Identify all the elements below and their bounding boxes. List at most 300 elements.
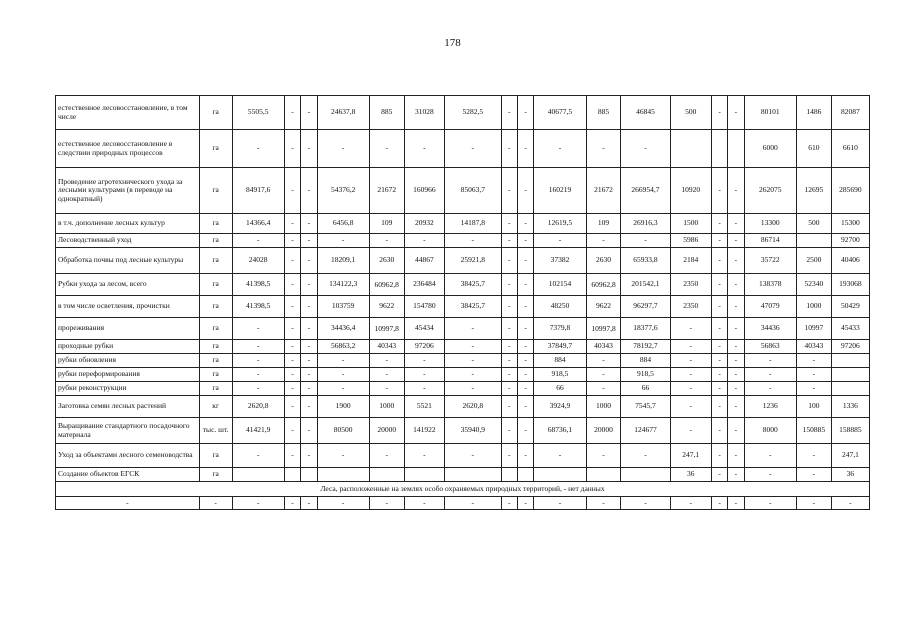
table-cell: - bbox=[317, 234, 369, 248]
table-row bbox=[56, 318, 870, 340]
table-cell: 134122,3 bbox=[317, 274, 369, 296]
table-cell: - bbox=[444, 368, 501, 382]
table-cell: - bbox=[284, 340, 300, 354]
table-cell: 37382 bbox=[534, 248, 586, 274]
table-cell: - bbox=[404, 368, 444, 382]
row-unit: га bbox=[199, 444, 232, 468]
table-cell: - bbox=[586, 382, 621, 396]
table-cell: 65933,8 bbox=[621, 248, 670, 274]
table-cell: - bbox=[728, 418, 744, 444]
table-cell bbox=[831, 368, 869, 382]
table-cell: - bbox=[728, 340, 744, 354]
table-cell: 21672 bbox=[586, 168, 621, 214]
row-unit: га bbox=[199, 96, 232, 130]
row-name: Обработка почвы под лесные культуры bbox=[56, 248, 200, 274]
table-cell: - bbox=[501, 396, 517, 418]
table-cell: 884 bbox=[534, 354, 586, 368]
row-unit: га bbox=[199, 296, 232, 318]
table-cell: - bbox=[301, 340, 317, 354]
table-cell bbox=[621, 468, 670, 482]
table-cell: - bbox=[517, 354, 533, 368]
table-cell: 1000 bbox=[796, 296, 831, 318]
table-cell: 48250 bbox=[534, 296, 586, 318]
table-cell: - bbox=[284, 96, 300, 130]
table-cell: 5986 bbox=[670, 234, 711, 248]
table-cell: 1500 bbox=[670, 214, 711, 234]
table-cell: - bbox=[711, 214, 727, 234]
table-cell bbox=[728, 130, 744, 168]
table-cell: 884 bbox=[621, 354, 670, 368]
table-cell: 40343 bbox=[796, 340, 831, 354]
table-cell: - bbox=[621, 497, 670, 510]
table-row bbox=[56, 396, 870, 418]
table-cell: - bbox=[728, 296, 744, 318]
table-cell: 3924,9 bbox=[534, 396, 586, 418]
table-cell: - bbox=[517, 368, 533, 382]
table-cell: 1000 bbox=[586, 396, 621, 418]
table-cell: 1336 bbox=[831, 396, 869, 418]
table-cell: - bbox=[621, 234, 670, 248]
table-cell: - bbox=[369, 130, 404, 168]
table-cell: 92700 bbox=[831, 234, 869, 248]
table-cell: - bbox=[796, 497, 831, 510]
row-unit: га bbox=[199, 234, 232, 248]
table-cell: 2630 bbox=[586, 248, 621, 274]
table-cell: 124677 bbox=[621, 418, 670, 444]
table-cell: - bbox=[404, 444, 444, 468]
table-row bbox=[56, 418, 870, 444]
table-cell: - bbox=[586, 368, 621, 382]
table-cell: 35940,9 bbox=[444, 418, 501, 444]
table-cell: 82087 bbox=[831, 96, 869, 130]
table-cell: 154780 bbox=[404, 296, 444, 318]
table-cell bbox=[796, 234, 831, 248]
table-cell: - bbox=[444, 340, 501, 354]
table-cell: - bbox=[534, 130, 586, 168]
table-row bbox=[56, 468, 870, 482]
table-cell: 14366,4 bbox=[232, 214, 284, 234]
table-cell: - bbox=[284, 130, 300, 168]
table-cell: - bbox=[728, 96, 744, 130]
table-row bbox=[56, 444, 870, 468]
table-row bbox=[56, 248, 870, 274]
table-cell: - bbox=[284, 296, 300, 318]
row-name: рубки обновления bbox=[56, 354, 200, 368]
table-cell: - bbox=[711, 96, 727, 130]
table-cell: 918,5 bbox=[621, 368, 670, 382]
table-cell: - bbox=[284, 444, 300, 468]
table-cell bbox=[369, 468, 404, 482]
table-cell: - bbox=[796, 368, 831, 382]
table-cell: - bbox=[284, 396, 300, 418]
row-unit: га bbox=[199, 354, 232, 368]
table-cell: 78192,7 bbox=[621, 340, 670, 354]
table-cell bbox=[534, 468, 586, 482]
table-cell: - bbox=[517, 96, 533, 130]
table-cell: - bbox=[728, 168, 744, 214]
table-cell: - bbox=[517, 340, 533, 354]
table-cell: - bbox=[517, 418, 533, 444]
row-name: Проведение агротехнического ухода за лесными культурами (в переводе на однократный) bbox=[56, 168, 200, 214]
table-cell: - bbox=[796, 444, 831, 468]
table-cell: - bbox=[744, 368, 796, 382]
table-cell bbox=[232, 468, 284, 482]
table-cell: 2350 bbox=[670, 296, 711, 318]
table-cell: - bbox=[284, 382, 300, 396]
table-cell: 201542,1 bbox=[621, 274, 670, 296]
table-cell: - bbox=[301, 382, 317, 396]
table-cell: 36 bbox=[831, 468, 869, 482]
table-row bbox=[56, 214, 870, 234]
table-cell: - bbox=[232, 318, 284, 340]
table-cell: - bbox=[728, 274, 744, 296]
table-cell: - bbox=[501, 497, 517, 510]
page-number: 178 bbox=[444, 37, 461, 49]
note-text: Леса, расположенные на землях особо охраняемых природных территорий, - нет данных bbox=[56, 482, 870, 497]
table-cell: - bbox=[586, 354, 621, 368]
table-cell: - bbox=[711, 468, 727, 482]
row-unit: га bbox=[199, 274, 232, 296]
row-name: Уход за объектами лесного семеноводства bbox=[56, 444, 200, 468]
table-row bbox=[56, 382, 870, 396]
table-cell: - bbox=[317, 130, 369, 168]
table-cell: - bbox=[670, 418, 711, 444]
table-cell: 52340 bbox=[796, 274, 831, 296]
table-cell: 40406 bbox=[831, 248, 869, 274]
row-name: Рубки ухода за лесом, всего bbox=[56, 274, 200, 296]
table-cell: 10920 bbox=[670, 168, 711, 214]
table-cell: 44867 bbox=[404, 248, 444, 274]
table-cell: 41398,5 bbox=[232, 274, 284, 296]
table-cell: - bbox=[301, 418, 317, 444]
table-cell: - bbox=[317, 444, 369, 468]
row-name: в т.ч. дополнение лесных культур bbox=[56, 214, 200, 234]
table-cell: 20000 bbox=[369, 418, 404, 444]
table-cell: - bbox=[444, 234, 501, 248]
table-row bbox=[56, 368, 870, 382]
table-cell: 236484 bbox=[404, 274, 444, 296]
table-cell: - bbox=[232, 130, 284, 168]
table-cell: - bbox=[728, 444, 744, 468]
table-cell: - bbox=[711, 368, 727, 382]
table-cell: - bbox=[517, 274, 533, 296]
row-unit: га bbox=[199, 318, 232, 340]
table-cell: 56863 bbox=[744, 340, 796, 354]
forestry-table bbox=[55, 95, 870, 510]
table-cell: - bbox=[501, 248, 517, 274]
table-cell: 2500 bbox=[796, 248, 831, 274]
table-cell: 2620,8 bbox=[444, 396, 501, 418]
table-cell: 60962,8 bbox=[586, 274, 621, 296]
table-cell: 7545,7 bbox=[621, 396, 670, 418]
row-unit: га bbox=[199, 214, 232, 234]
table-cell: 918,5 bbox=[534, 368, 586, 382]
table-cell: - bbox=[744, 354, 796, 368]
table-cell: - bbox=[670, 354, 711, 368]
table-cell: - bbox=[831, 497, 869, 510]
table-cell: - bbox=[501, 354, 517, 368]
row-unit: га bbox=[199, 168, 232, 214]
table-row bbox=[56, 234, 870, 248]
table-cell: - bbox=[501, 296, 517, 318]
table-cell: - bbox=[501, 368, 517, 382]
table-cell: - bbox=[744, 468, 796, 482]
table-cell: 103759 bbox=[317, 296, 369, 318]
table-cell: - bbox=[284, 274, 300, 296]
table-cell: - bbox=[444, 497, 501, 510]
row-unit: тыс. шт. bbox=[199, 418, 232, 444]
table-cell: 80500 bbox=[317, 418, 369, 444]
table-cell: - bbox=[744, 497, 796, 510]
row-name: в том числе осветления, прочистки bbox=[56, 296, 200, 318]
table-cell bbox=[831, 354, 869, 368]
table-cell: 21672 bbox=[369, 168, 404, 214]
table-cell: 24637,8 bbox=[317, 96, 369, 130]
table-cell: - bbox=[744, 444, 796, 468]
table-cell: - bbox=[517, 168, 533, 214]
table-cell: 86714 bbox=[744, 234, 796, 248]
table-cell: - bbox=[369, 234, 404, 248]
table-cell: - bbox=[301, 248, 317, 274]
table-cell: - bbox=[670, 318, 711, 340]
row-name: Заготовка семян лесных растений bbox=[56, 396, 200, 418]
table-cell: 38425,7 bbox=[444, 296, 501, 318]
table-cell: - bbox=[517, 130, 533, 168]
table-cell: 247,1 bbox=[831, 444, 869, 468]
table-cell: - bbox=[670, 396, 711, 418]
table-cell: - bbox=[501, 130, 517, 168]
table-body bbox=[56, 96, 870, 510]
table-cell: 2620,8 bbox=[232, 396, 284, 418]
table-cell: - bbox=[501, 318, 517, 340]
row-unit: га bbox=[199, 368, 232, 382]
table-cell: 10997,8 bbox=[586, 318, 621, 340]
table-cell: - bbox=[284, 368, 300, 382]
table-cell: - bbox=[711, 248, 727, 274]
table-cell: - bbox=[369, 368, 404, 382]
table-cell: 10997,8 bbox=[369, 318, 404, 340]
table-cell: - bbox=[404, 354, 444, 368]
table-cell: 37849,7 bbox=[534, 340, 586, 354]
table-cell: 2630 bbox=[369, 248, 404, 274]
table-cell: 9622 bbox=[586, 296, 621, 318]
table-cell: 160966 bbox=[404, 168, 444, 214]
table-cell: 38425,7 bbox=[444, 274, 501, 296]
table-cell: - bbox=[501, 382, 517, 396]
table-cell: - bbox=[711, 318, 727, 340]
table-cell: - bbox=[232, 340, 284, 354]
table-cell: 141922 bbox=[404, 418, 444, 444]
table-cell: - bbox=[711, 274, 727, 296]
table-cell: 97206 bbox=[404, 340, 444, 354]
table-cell: 14187,8 bbox=[444, 214, 501, 234]
table-cell bbox=[831, 382, 869, 396]
table-cell: - bbox=[517, 444, 533, 468]
table-cell: - bbox=[501, 234, 517, 248]
table-cell: - bbox=[670, 340, 711, 354]
table-cell: 18209,1 bbox=[317, 248, 369, 274]
table-cell: - bbox=[728, 214, 744, 234]
table-cell: - bbox=[586, 234, 621, 248]
table-cell bbox=[317, 468, 369, 482]
table-cell: 109 bbox=[369, 214, 404, 234]
row-unit: га bbox=[199, 130, 232, 168]
table-cell: - bbox=[444, 354, 501, 368]
table-cell: 18377,6 bbox=[621, 318, 670, 340]
table-cell: - bbox=[586, 497, 621, 510]
table-cell: 5282,5 bbox=[444, 96, 501, 130]
table-cell: - bbox=[501, 444, 517, 468]
table-cell: - bbox=[301, 234, 317, 248]
table-cell: 109 bbox=[586, 214, 621, 234]
table-cell: - bbox=[301, 274, 317, 296]
table-row bbox=[56, 96, 870, 130]
table-cell: - bbox=[501, 418, 517, 444]
table-cell: - bbox=[728, 248, 744, 274]
table-cell: 97206 bbox=[831, 340, 869, 354]
table-cell: 34436,4 bbox=[317, 318, 369, 340]
table-cell: 1236 bbox=[744, 396, 796, 418]
table-cell: 96297,7 bbox=[621, 296, 670, 318]
table-cell: - bbox=[728, 318, 744, 340]
table-cell: 262075 bbox=[744, 168, 796, 214]
table-cell: 26916,3 bbox=[621, 214, 670, 234]
table-cell: 1000 bbox=[369, 396, 404, 418]
table-cell: 31028 bbox=[404, 96, 444, 130]
table-cell: 500 bbox=[670, 96, 711, 130]
table-cell: - bbox=[517, 382, 533, 396]
table-cell: - bbox=[284, 354, 300, 368]
row-name: проходные рубки bbox=[56, 340, 200, 354]
table-cell bbox=[501, 468, 517, 482]
table-cell: 9622 bbox=[369, 296, 404, 318]
table-cell: - bbox=[404, 130, 444, 168]
table-cell: - bbox=[501, 274, 517, 296]
table-cell: - bbox=[284, 214, 300, 234]
table-cell: 13300 bbox=[744, 214, 796, 234]
row-unit: га bbox=[199, 468, 232, 482]
table-cell: 285690 bbox=[831, 168, 869, 214]
table-cell: - bbox=[711, 354, 727, 368]
table-cell: - bbox=[728, 234, 744, 248]
table-cell: - bbox=[232, 368, 284, 382]
table-cell: 68736,1 bbox=[534, 418, 586, 444]
table-cell: 60962,8 bbox=[369, 274, 404, 296]
table-cell: - bbox=[369, 382, 404, 396]
row-name: естественное лесовосстановление в следствии природных процессов bbox=[56, 130, 200, 168]
table-cell: - bbox=[301, 396, 317, 418]
table-cell: - bbox=[301, 296, 317, 318]
table-cell: - bbox=[711, 296, 727, 318]
row-unit: га bbox=[199, 382, 232, 396]
table-cell: 85063,7 bbox=[444, 168, 501, 214]
table-cell: 2350 bbox=[670, 274, 711, 296]
table-cell: - bbox=[711, 168, 727, 214]
table-cell: - bbox=[232, 497, 284, 510]
table-cell: 160219 bbox=[534, 168, 586, 214]
table-cell: - bbox=[728, 368, 744, 382]
table-cell: - bbox=[284, 318, 300, 340]
table-cell: 7379,8 bbox=[534, 318, 586, 340]
table-cell: - bbox=[728, 354, 744, 368]
table-cell: - bbox=[517, 296, 533, 318]
table-cell: - bbox=[284, 248, 300, 274]
table-cell bbox=[301, 468, 317, 482]
table-cell: - bbox=[301, 96, 317, 130]
table-cell: - bbox=[404, 234, 444, 248]
table-cell: - bbox=[301, 354, 317, 368]
table-cell: - bbox=[317, 497, 369, 510]
table-cell: - bbox=[517, 234, 533, 248]
table-cell bbox=[586, 468, 621, 482]
table-cell: 885 bbox=[369, 96, 404, 130]
table-cell: 50429 bbox=[831, 296, 869, 318]
table-cell: 25921,8 bbox=[444, 248, 501, 274]
table-row bbox=[56, 130, 870, 168]
table-cell: 10997 bbox=[796, 318, 831, 340]
row-unit: га bbox=[199, 340, 232, 354]
table-cell bbox=[284, 468, 300, 482]
table-cell: - bbox=[517, 318, 533, 340]
table-cell: - bbox=[444, 318, 501, 340]
table-cell: 102154 bbox=[534, 274, 586, 296]
table-cell: - bbox=[534, 497, 586, 510]
table-cell: - bbox=[517, 396, 533, 418]
row-name: прореживания bbox=[56, 318, 200, 340]
table-cell: 24028 bbox=[232, 248, 284, 274]
table-cell: - bbox=[711, 444, 727, 468]
table-row bbox=[56, 354, 870, 368]
table-cell: 1486 bbox=[796, 96, 831, 130]
row-name: рубки реконструкции bbox=[56, 382, 200, 396]
table-cell: - bbox=[444, 382, 501, 396]
table-cell: - bbox=[232, 354, 284, 368]
table-cell: - bbox=[586, 130, 621, 168]
table-cell: 6000 bbox=[744, 130, 796, 168]
table-cell: - bbox=[711, 382, 727, 396]
table-row bbox=[56, 296, 870, 318]
table-cell: - bbox=[711, 396, 727, 418]
table-cell: 1900 bbox=[317, 396, 369, 418]
table-cell: - bbox=[517, 214, 533, 234]
table-cell: 47079 bbox=[744, 296, 796, 318]
table-cell: 40343 bbox=[586, 340, 621, 354]
table-cell bbox=[711, 130, 727, 168]
table-cell: - bbox=[369, 354, 404, 368]
table-cell: - bbox=[728, 468, 744, 482]
table-cell: 45434 bbox=[404, 318, 444, 340]
table-cell: 80101 bbox=[744, 96, 796, 130]
table-cell: 8000 bbox=[744, 418, 796, 444]
table-cell: 66 bbox=[621, 382, 670, 396]
table-cell bbox=[670, 130, 711, 168]
table-cell: - bbox=[404, 382, 444, 396]
table-cell: - bbox=[284, 234, 300, 248]
table-cell: - bbox=[670, 382, 711, 396]
table-cell: 193068 bbox=[831, 274, 869, 296]
table-cell: 54376,2 bbox=[317, 168, 369, 214]
table-cell: - bbox=[317, 354, 369, 368]
table-cell: 5505,5 bbox=[232, 96, 284, 130]
table-cell: - bbox=[317, 382, 369, 396]
table-cell: - bbox=[284, 497, 300, 510]
table-cell: - bbox=[404, 497, 444, 510]
table-cell: 5521 bbox=[404, 396, 444, 418]
table-cell: - bbox=[232, 444, 284, 468]
table-cell: - bbox=[796, 382, 831, 396]
table-cell: - bbox=[501, 340, 517, 354]
table-cell: 45433 bbox=[831, 318, 869, 340]
